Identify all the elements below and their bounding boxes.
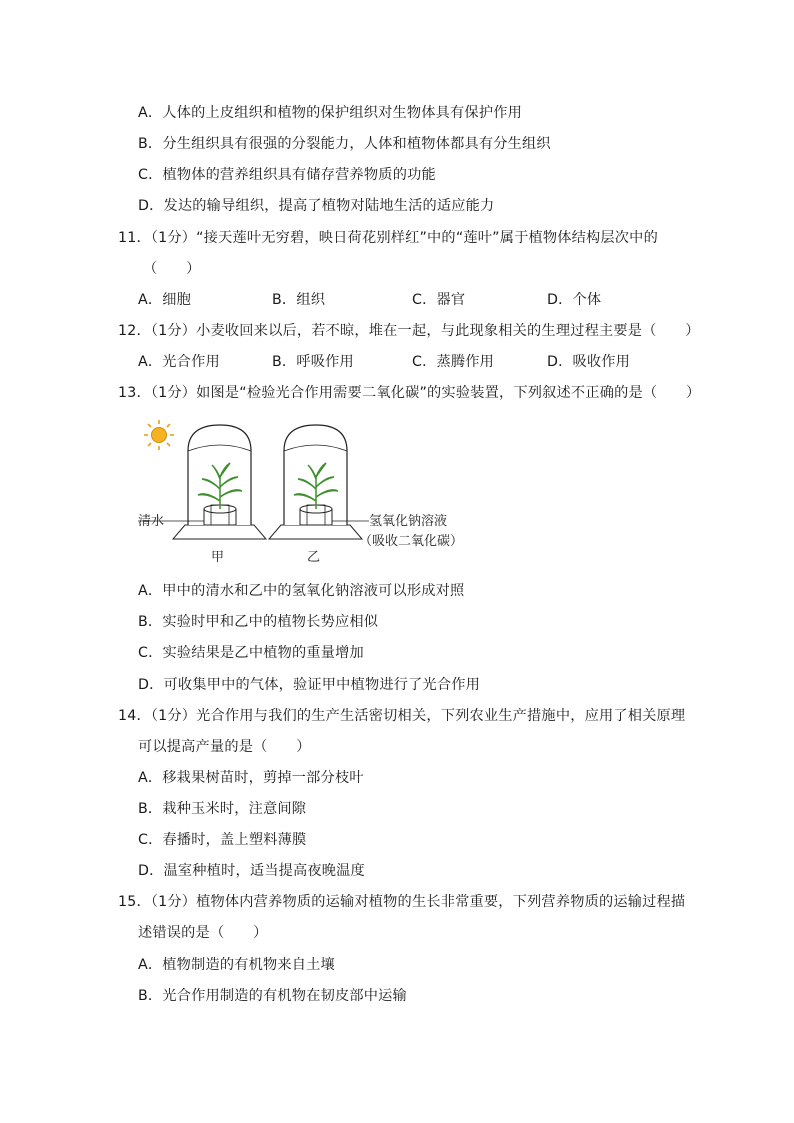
q12-option-d: D．吸收作用 bbox=[547, 354, 631, 370]
label-naoh: 氢氧化钠溶液 bbox=[369, 514, 448, 529]
q10-option-a: A．人体的上皮组织和植物的保护组织对生物体具有保护作用 bbox=[138, 105, 522, 121]
q14-stem-cont: 可以提高产量的是（ ） bbox=[138, 739, 311, 755]
experiment-diagram bbox=[138, 417, 478, 565]
q11-stem-cont: （ ） bbox=[143, 261, 201, 277]
label-jar-b: 乙 bbox=[307, 550, 321, 565]
q12-option-b: B．呼吸作用 bbox=[272, 354, 354, 370]
label-absorb-co2: （吸收二氧化碳） bbox=[359, 534, 464, 549]
jar-b bbox=[269, 425, 369, 539]
q15-stem-cont: 述错误的是（ ） bbox=[138, 925, 268, 941]
q13-stem: 13．（1分）如图是“检验光合作用需要二氧化碳”的实验装置，下列叙述不正确的是（ ） bbox=[118, 385, 701, 401]
q11-stem: 11．（1分）“接天莲叶无穷碧，映日荷花别样红”中的“莲叶”属于植物体结构层次中的 bbox=[118, 230, 658, 246]
q13-option-b: B．实验时甲和乙中的植物长势应相似 bbox=[138, 614, 379, 630]
q14-option-c: C．春播时，盖上塑料薄膜 bbox=[138, 832, 307, 848]
q13-option-d: D．可收集甲中的气体，验证甲中植物进行了光合作用 bbox=[138, 677, 481, 693]
q10-option-c: C．植物体的营养组织具有储存营养物质的功能 bbox=[138, 167, 436, 183]
q14-option-a: A．移栽果树苗时，剪掉一部分枝叶 bbox=[138, 770, 364, 786]
q15-option-b: B．光合作用制造的有机物在韧皮部中运输 bbox=[138, 988, 407, 1004]
q12-option-a: A．光合作用 bbox=[138, 354, 220, 370]
q13-option-c: C．实验结果是乙中植物的重量增加 bbox=[138, 645, 364, 661]
q11-option-c: C．器官 bbox=[412, 292, 466, 308]
q11-option-d: D．个体 bbox=[547, 292, 602, 308]
label-jar-a: 甲 bbox=[211, 550, 225, 565]
q13-option-a: A．甲中的清水和乙中的氢氧化钠溶液可以形成对照 bbox=[138, 583, 465, 599]
q10-option-d: D．发达的输导组织，提高了植物对陆地生活的适应能力 bbox=[138, 198, 495, 214]
experiment-figure bbox=[138, 417, 478, 565]
q12-option-c: C．蒸腾作用 bbox=[412, 354, 495, 370]
q15-option-a: A．植物制造的有机物来自土壤 bbox=[138, 957, 335, 973]
q10-option-b: B．分生组织具有很强的分裂能力，人体和植物体都具有分生组织 bbox=[138, 136, 551, 152]
label-water: 清水 bbox=[138, 514, 165, 529]
q14-stem: 14．（1分）光合作用与我们的生产生活密切相关，下列农业生产措施中，应用了相关原理 bbox=[118, 708, 686, 724]
q12-stem: 12．（1分）小麦收回来以后，若不晾，堆在一起，与此现象相关的生理过程主要是（ ） bbox=[118, 323, 700, 339]
q11-option-b: B．组织 bbox=[272, 292, 326, 308]
q15-stem: 15．（1分）植物体内营养物质的运输对植物的生长非常重要，下列营养物质的运输过程描 bbox=[118, 894, 686, 910]
q14-option-d: D．温室种植时，适当提高夜晚温度 bbox=[138, 863, 365, 879]
sun-icon bbox=[144, 420, 174, 450]
q14-option-b: B．栽种玉米时，注意间隙 bbox=[138, 801, 307, 817]
q11-option-a: A．细胞 bbox=[138, 292, 192, 308]
